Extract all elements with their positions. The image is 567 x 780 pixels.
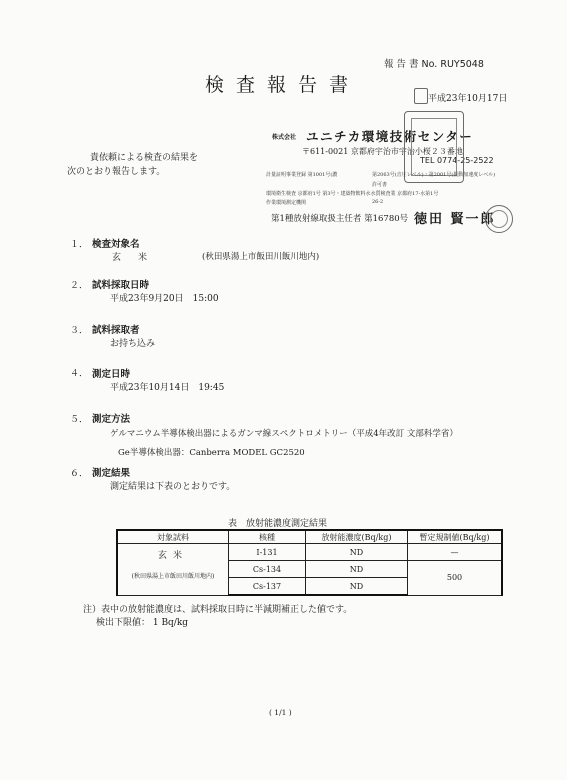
nuclide-cell: Cs-134	[229, 561, 306, 578]
section-number: ２．	[70, 281, 89, 291]
table-caption: 表 放射能濃度測定結果	[228, 519, 328, 529]
chief-radiation-officer-role: 第1種放射線取扱主任者 第16780号	[271, 214, 409, 224]
document-title: 検査報告書	[205, 74, 361, 96]
section-value: 玄 米	[112, 253, 152, 263]
company-address: 〒611-0021 京都府宇治市宇治小桜２３番地	[302, 147, 463, 156]
registration-line: 第2063号(音圧レベル)・第2001号(振動加速度レベル)	[372, 172, 496, 178]
registration-line: 許可書	[372, 182, 388, 188]
results-table	[116, 529, 503, 596]
detector-model: Ge半導体検出器：Canberra MODEL GC2520	[118, 448, 305, 458]
column-header: 核種	[229, 530, 306, 544]
report-number: 報 告 書 No. RUY5048	[384, 59, 484, 70]
section-value: 測定結果は下表のとおりです。	[110, 482, 236, 492]
table-header-row	[117, 530, 502, 544]
table-row	[117, 544, 502, 561]
sample-name: 玄米	[157, 551, 188, 561]
small-seal-stamp	[414, 88, 428, 104]
section-number: ５．	[70, 415, 89, 425]
column-header: 対象試料	[117, 530, 229, 544]
section-title: 試料採取者	[92, 325, 140, 336]
column-header: 放射能濃度(Bq/kg)	[306, 530, 408, 544]
registration-line: 環境衛生検査 京都府1号 第3号・建築物飲料水水質検査業 京都府17-水第1号	[266, 191, 439, 197]
section-value: 平成23年9月20日 15:00	[110, 294, 219, 304]
section-number: ６．	[70, 469, 89, 479]
section-title: 検査対象名	[92, 239, 140, 250]
nuclide-cell: Cs-137	[229, 578, 306, 596]
nuclide-cell: I-131	[229, 544, 306, 561]
intro-line: 次のとおり報告します。	[67, 167, 166, 177]
section-value: お持ち込み	[110, 339, 156, 349]
company-type: 株式会社	[272, 134, 297, 141]
registration-line: 26-2	[372, 199, 384, 205]
personal-seal-stamp	[485, 205, 513, 233]
section-title: 測定日時	[92, 369, 131, 380]
company-tel: TEL 0774-25-2522	[420, 156, 494, 165]
concentration-cell: ND	[306, 561, 408, 578]
table-note: 注）表中の放射能濃度は、試料採取日時に半減期補正した値です。	[83, 605, 353, 615]
section-title: 測定方法	[92, 414, 131, 425]
section-number: ３．	[70, 326, 89, 336]
concentration-cell: ND	[306, 578, 408, 596]
section-number: ４．	[70, 369, 89, 379]
company-name: ユニチカ環境技術センター	[306, 129, 474, 144]
section-value: ゲルマニウム半導体検出器によるガンマ線スペクトロメトリー（平成4年改訂 文部科学省）	[110, 429, 458, 439]
sample-cell	[117, 544, 229, 596]
column-header: 暫定規制値(Bq/kg)	[408, 530, 503, 544]
limit-cell: —	[408, 544, 503, 561]
section-value: 平成23年10月14日 19:45	[110, 383, 225, 393]
section-title: 試料採取日時	[92, 280, 150, 291]
report-date: 平成23年10月17日	[428, 94, 508, 104]
intro-line: 貴依頼による検査の結果を	[90, 153, 199, 163]
detection-limit-note: 検出下限値： 1 Bq/kg	[96, 618, 189, 628]
section-number: １．	[70, 240, 89, 250]
section-value: (秋田県湯上市飯田川飯川地内)	[202, 252, 320, 262]
registration-line: 作業環境測定機関	[266, 200, 307, 206]
limit-cell: 500	[408, 561, 503, 596]
section-title: 測定結果	[92, 468, 131, 479]
page-number: ( 1/1 )	[269, 708, 292, 717]
chief-radiation-officer-name: 徳田 賢一郎	[414, 212, 496, 227]
concentration-cell: ND	[306, 544, 408, 561]
sample-location: (秋田県湯上市飯田川飯川地内)	[131, 573, 215, 580]
registration-line: 計量証明事業登録 第1001号(濃	[266, 172, 338, 178]
